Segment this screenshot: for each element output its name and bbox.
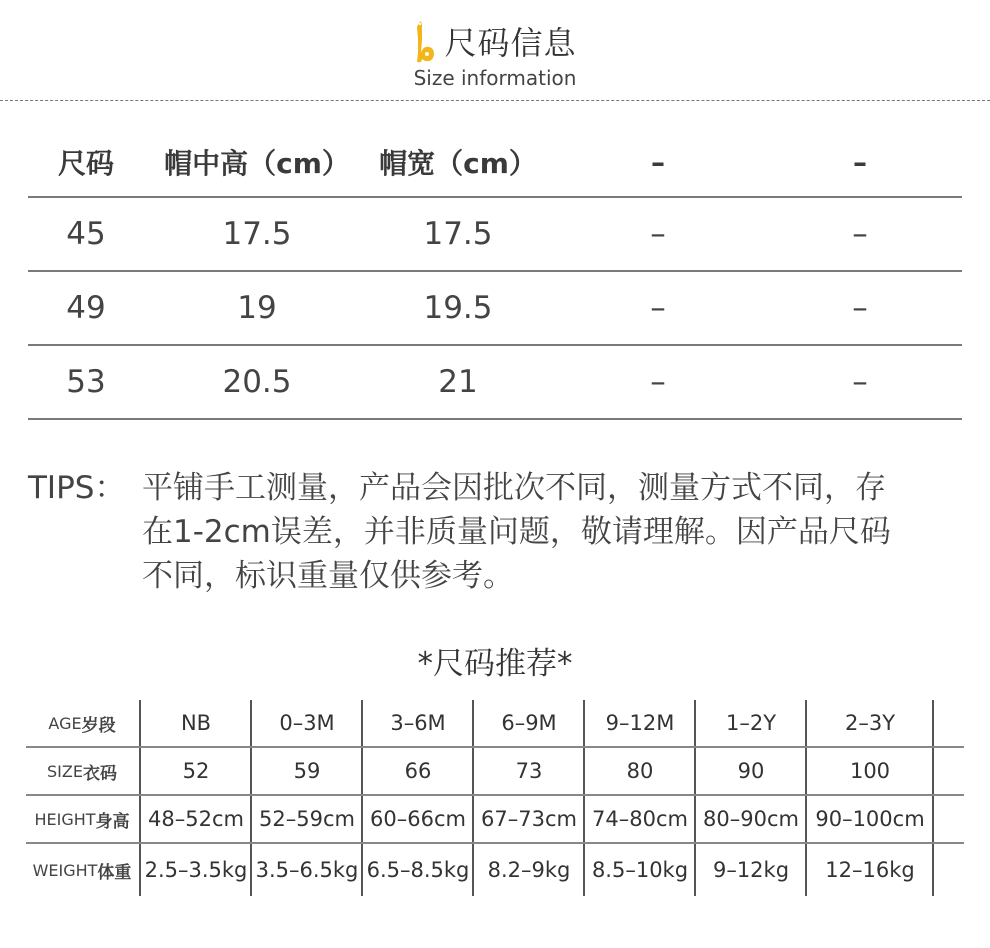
column-divider (361, 796, 363, 842)
tips-text (142, 466, 972, 598)
column-divider (694, 700, 696, 746)
table-cell: 8.5–10kg (591, 858, 689, 882)
table-cell: 17.5 (222, 216, 292, 252)
table-cell: 67–73cm (481, 807, 577, 831)
table-cell: 20.5 (222, 364, 292, 400)
recommend-row-age (26, 700, 964, 748)
header-cell: 帽宽（cm） (379, 147, 537, 180)
table-cell: 45 (66, 216, 106, 252)
table-cell: 19 (237, 290, 277, 326)
column-divider (805, 700, 807, 746)
table-cell: NB (180, 711, 212, 735)
table-cell: 90 (737, 759, 765, 783)
row-label (26, 844, 138, 896)
table-cell: – (852, 290, 868, 326)
size-table-header-row (28, 128, 962, 198)
column-divider (583, 700, 585, 746)
row-label (26, 796, 138, 842)
table-row (28, 346, 962, 420)
table-row (28, 198, 962, 272)
table-cell: 80–90cm (703, 807, 799, 831)
row-label-en: AGE (48, 713, 82, 733)
header (0, 0, 990, 110)
table-cell: – (650, 364, 666, 400)
column-divider (805, 844, 807, 896)
table-cell: 12–16kg (825, 858, 915, 882)
table-cell: 48–52cm (148, 807, 244, 831)
table-cell: – (852, 364, 868, 400)
column-divider (472, 844, 474, 896)
column-divider (932, 844, 934, 896)
table-cell: 59 (293, 759, 321, 783)
table-cell: 6–9M (501, 711, 557, 735)
column-divider (472, 796, 474, 842)
table-cell: 2.5–3.5kg (144, 858, 248, 882)
column-divider (361, 748, 363, 794)
header-cell: 尺码 (57, 147, 114, 180)
table-cell: – (650, 216, 666, 252)
column-divider (932, 700, 934, 746)
giraffe-icon (413, 19, 437, 63)
column-divider (472, 700, 474, 746)
table-cell: 3.5–6.5kg (255, 858, 359, 882)
recommend-row-weight (26, 844, 964, 896)
table-cell: 8.2–9kg (487, 858, 571, 882)
table-cell: 17.5 (423, 216, 493, 252)
header-cell: – (853, 145, 867, 179)
row-label-cn: 衣码 (82, 763, 117, 784)
table-cell: 19.5 (423, 290, 493, 326)
table-cell: 60–66cm (370, 807, 466, 831)
header-subtitle: Size information (413, 66, 577, 90)
table-cell: 52–59cm (259, 807, 355, 831)
header-cell: 帽中高（cm） (164, 147, 350, 180)
recommend-row-size (26, 748, 964, 796)
table-cell: 6.5–8.5kg (366, 858, 470, 882)
dashed-divider (0, 100, 990, 101)
column-divider (583, 844, 585, 896)
tips-label: TIPS： (28, 470, 126, 506)
recommend-title: *尺码推荐* (417, 646, 573, 682)
header-title: 尺码信息 (444, 24, 577, 62)
column-divider (583, 748, 585, 794)
tips-line: 平铺手工测量，产品会因批次不同，测量方式不同，存 (142, 470, 886, 506)
table-cell: 66 (404, 759, 432, 783)
column-divider (805, 748, 807, 794)
row-label (26, 700, 138, 746)
table-cell: 74–80cm (592, 807, 688, 831)
column-divider (694, 844, 696, 896)
size-table (28, 128, 962, 420)
tips-line: 在1-2cm误差，并非质量问题，敬请理解。因产品尺码 (142, 514, 891, 550)
row-label-en: HEIGHT (34, 809, 96, 829)
header-title-row (0, 18, 990, 64)
table-cell: 3–6M (390, 711, 446, 735)
table-cell: 90–100cm (815, 807, 925, 831)
table-cell: 9–12M (605, 711, 675, 735)
column-divider (805, 796, 807, 842)
column-divider (250, 796, 252, 842)
row-label-cn: 岁段 (81, 715, 116, 736)
table-cell: 2–3Y (844, 711, 896, 735)
recommend-table (26, 700, 964, 896)
row-label-cn: 身高 (95, 811, 130, 832)
table-cell: 100 (849, 759, 891, 783)
column-divider (250, 748, 252, 794)
column-divider (139, 700, 141, 746)
column-divider (139, 748, 141, 794)
table-cell: 53 (66, 364, 106, 400)
table-cell: 52 (182, 759, 210, 783)
column-divider (583, 796, 585, 842)
row-label-en: WEIGHT (32, 860, 98, 880)
column-divider (361, 700, 363, 746)
table-cell: 9–12kg (712, 858, 790, 882)
table-row (28, 272, 962, 346)
table-cell: 21 (438, 364, 478, 400)
header-cell: – (651, 145, 665, 179)
column-divider (932, 796, 934, 842)
column-divider (694, 748, 696, 794)
recommend-row-height (26, 796, 964, 844)
table-cell: 0–3M (279, 711, 335, 735)
column-divider (139, 844, 141, 896)
row-label-cn: 体重 (97, 862, 132, 883)
table-cell: 80 (626, 759, 654, 783)
column-divider (694, 796, 696, 842)
table-cell: 1–2Y (725, 711, 777, 735)
table-cell: 49 (66, 290, 106, 326)
row-label (26, 748, 138, 794)
column-divider (932, 748, 934, 794)
row-label-en: SIZE (47, 761, 83, 781)
tips-line: 不同，标识重量仅供参考。 (142, 558, 514, 594)
column-divider (361, 844, 363, 896)
column-divider (250, 844, 252, 896)
table-cell: 73 (515, 759, 543, 783)
column-divider (139, 796, 141, 842)
column-divider (472, 748, 474, 794)
column-divider (250, 700, 252, 746)
table-cell: – (852, 216, 868, 252)
table-cell: – (650, 290, 666, 326)
